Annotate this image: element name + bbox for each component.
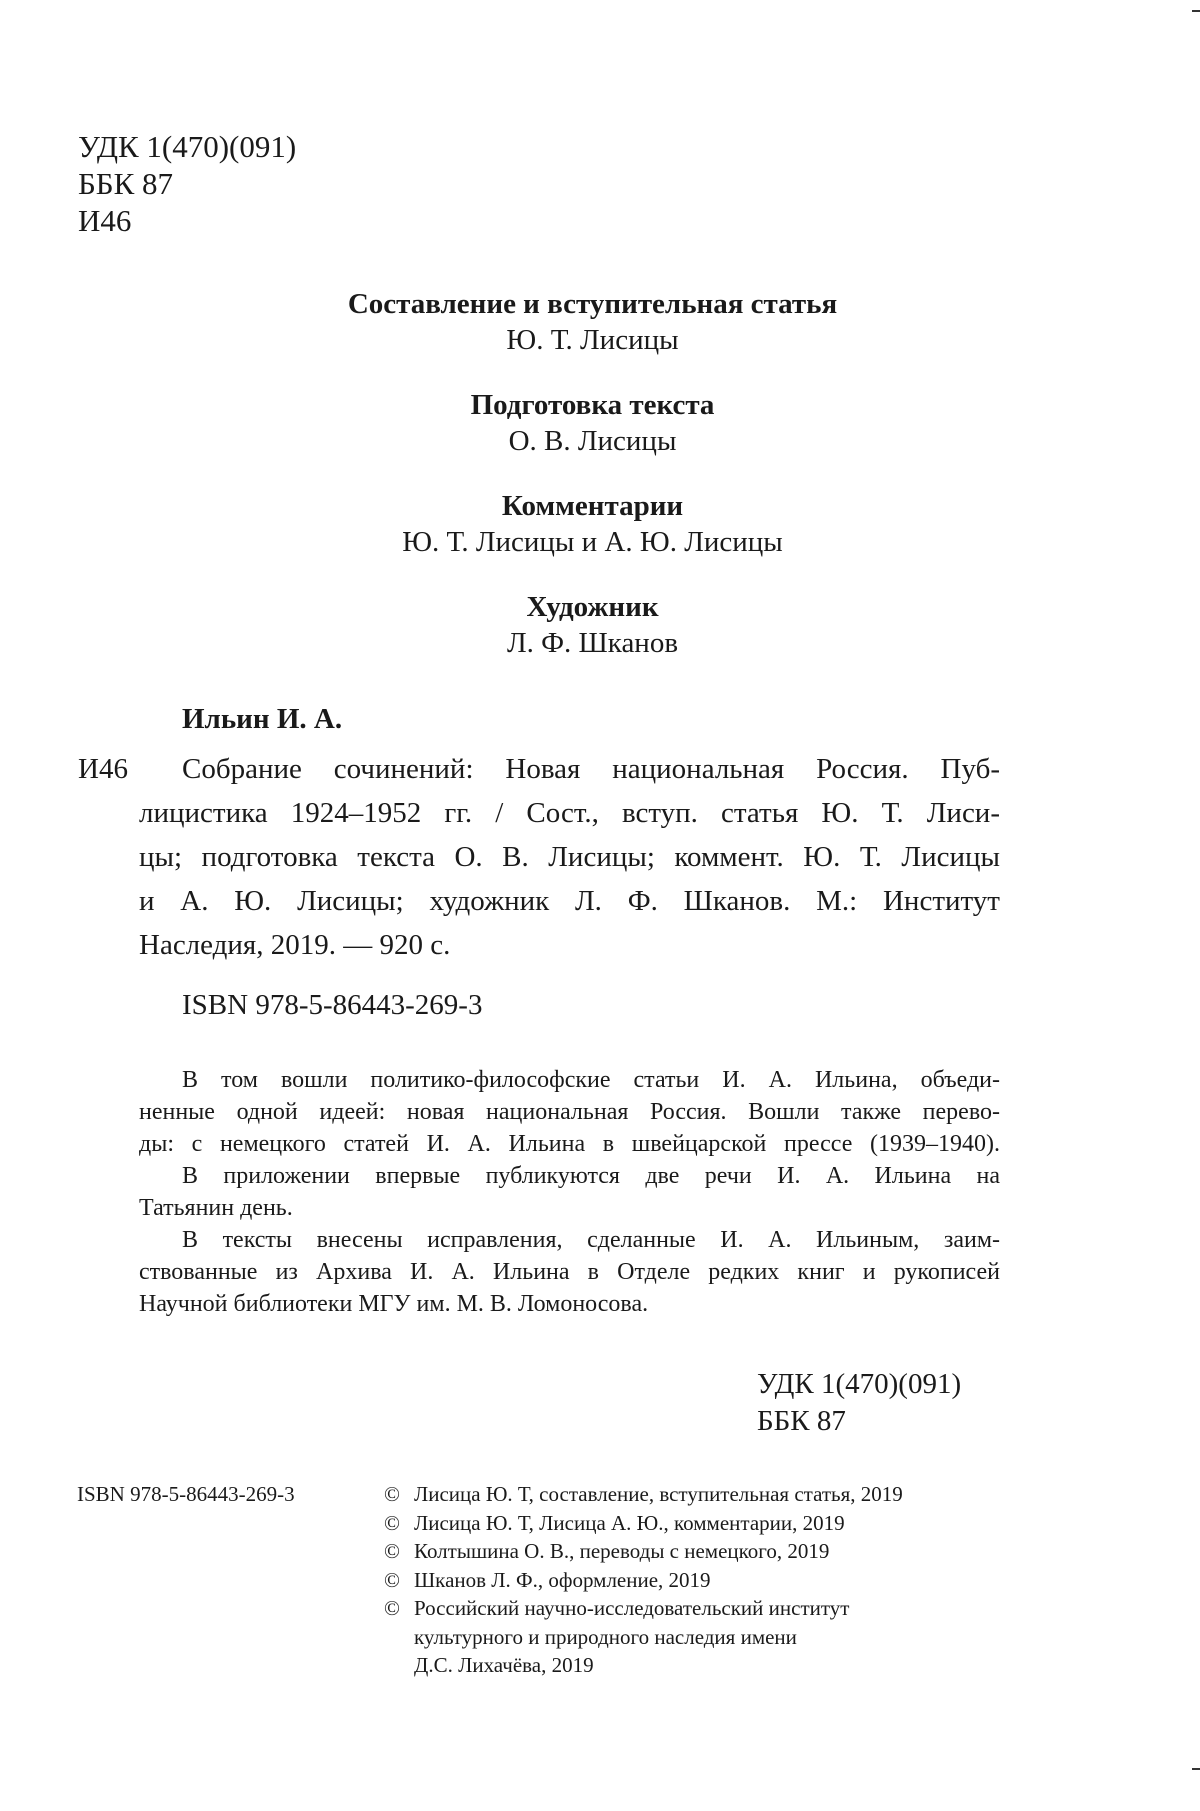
- annotation-line: В том вошли политико-философские статьи И. А. Ильина, объеди-: [182, 1067, 1000, 1093]
- udk-code: УДК 1(470)(091): [78, 129, 297, 164]
- bibliographic-citation: [139, 747, 1000, 967]
- copyright-symbol: ©: [384, 1510, 400, 1535]
- credit-commentary: [170, 488, 1015, 560]
- citation-line: лицистика 1924–1952 гг. / Сост., вступ. статья Ю. Т. Лиси-: [139, 797, 1000, 829]
- credit-role: Составление и вступительная статья: [347, 288, 838, 320]
- citation-line: цы; подготовка текста О. В. Лисицы; коммент. Ю. Т. Лисицы: [139, 841, 1000, 873]
- copyright-line: [384, 1594, 903, 1623]
- annotation-line: ствованные из Архива И. А. Ильина в Отделе редких книг и рукописей: [139, 1259, 1000, 1285]
- credits: [170, 286, 1015, 690]
- copyright-line: [384, 1537, 903, 1566]
- credit-name: Ю. Т. Лисицы и А. Ю. Лисицы: [402, 526, 783, 558]
- crop-mark: [1192, 10, 1200, 12]
- copyright-text: Лисица Ю. Т, Лисица А. Ю., комментарии, 2019: [414, 1510, 845, 1535]
- copyright-notices: [384, 1480, 903, 1680]
- copyright-text: Российский научно-исследовательский институт: [414, 1596, 850, 1620]
- entry-author-mark: И46: [78, 753, 128, 785]
- annotation-line: ды: с немецкого статей И. А. Ильина в швейцарской прессе (1939–1940).: [139, 1131, 1000, 1157]
- copyright-text: Шканов Л. Ф., оформление, 2019: [414, 1567, 711, 1592]
- credit-name: Л. Ф. Шканов: [506, 627, 679, 659]
- footer-isbn: ISBN 978-5-86443-269-3: [77, 1482, 295, 1506]
- copyright-symbol: ©: [384, 1482, 400, 1506]
- udk-code: УДК 1(470)(091): [757, 1368, 962, 1400]
- credit-name: О. В. Лисицы: [508, 425, 677, 457]
- annotation: [139, 1064, 1000, 1320]
- copyright-continuation: Д.С. Лихачёва, 2019: [414, 1653, 594, 1677]
- classification-codes-bottom: [757, 1366, 961, 1440]
- annotation-line: ненные одной идеей: новая национальная Россия. Вошли также перево-: [139, 1099, 1000, 1125]
- credit-compilation: [170, 286, 1015, 358]
- credit-text-preparation: [170, 387, 1015, 459]
- crop-mark: [1192, 1768, 1200, 1770]
- bbk-code: ББК 87: [757, 1405, 846, 1437]
- citation-line: Наследия, 2019. — 920 с.: [139, 929, 451, 961]
- credit-role: Подготовка текста: [470, 389, 715, 421]
- copyright-line: [384, 1480, 903, 1509]
- citation-line: Собрание сочинений: Новая национальная Россия. Пуб-: [182, 753, 1000, 785]
- copyright-symbol: ©: [384, 1596, 400, 1620]
- copyright-symbol: ©: [384, 1567, 400, 1592]
- copyright-line: [384, 1566, 903, 1595]
- author-mark: И46: [78, 203, 132, 238]
- credit-name: Ю. Т. Лисицы: [506, 324, 679, 356]
- bbk-code: ББК 87: [78, 166, 174, 201]
- copyright-text: Колтышина О. В., переводы с немецкого, 2019: [414, 1539, 830, 1563]
- citation-line: и А. Ю. Лисицы; художник Л. Ф. Шканов. М.: Институт: [139, 885, 1000, 917]
- credit-role: Комментарии: [501, 490, 684, 522]
- annotation-line: В тексты внесены исправления, сделанные И. А. Ильиным, заим-: [182, 1227, 1000, 1253]
- copyright-continuation: культурного и природного наследия имени: [414, 1624, 797, 1649]
- classification-codes-top: [78, 128, 296, 239]
- isbn: ISBN 978-5-86443-269-3: [182, 989, 483, 1021]
- credit-artist: [170, 589, 1015, 661]
- credit-role: Художник: [526, 591, 659, 623]
- annotation-line: Научной библиотеки МГУ им. М. В. Ломоносова.: [139, 1291, 649, 1317]
- entry-author: Ильин И. А.: [182, 703, 343, 735]
- copyright-text: Лисица Ю. Т, составление, вступительная статья, 2019: [414, 1482, 903, 1506]
- annotation-line: В приложении впервые публикуются две речи И. А. Ильина на: [182, 1163, 1000, 1189]
- copyright-line: [384, 1509, 903, 1538]
- annotation-line: Татьянин день.: [139, 1195, 293, 1221]
- copyright-symbol: ©: [384, 1539, 400, 1563]
